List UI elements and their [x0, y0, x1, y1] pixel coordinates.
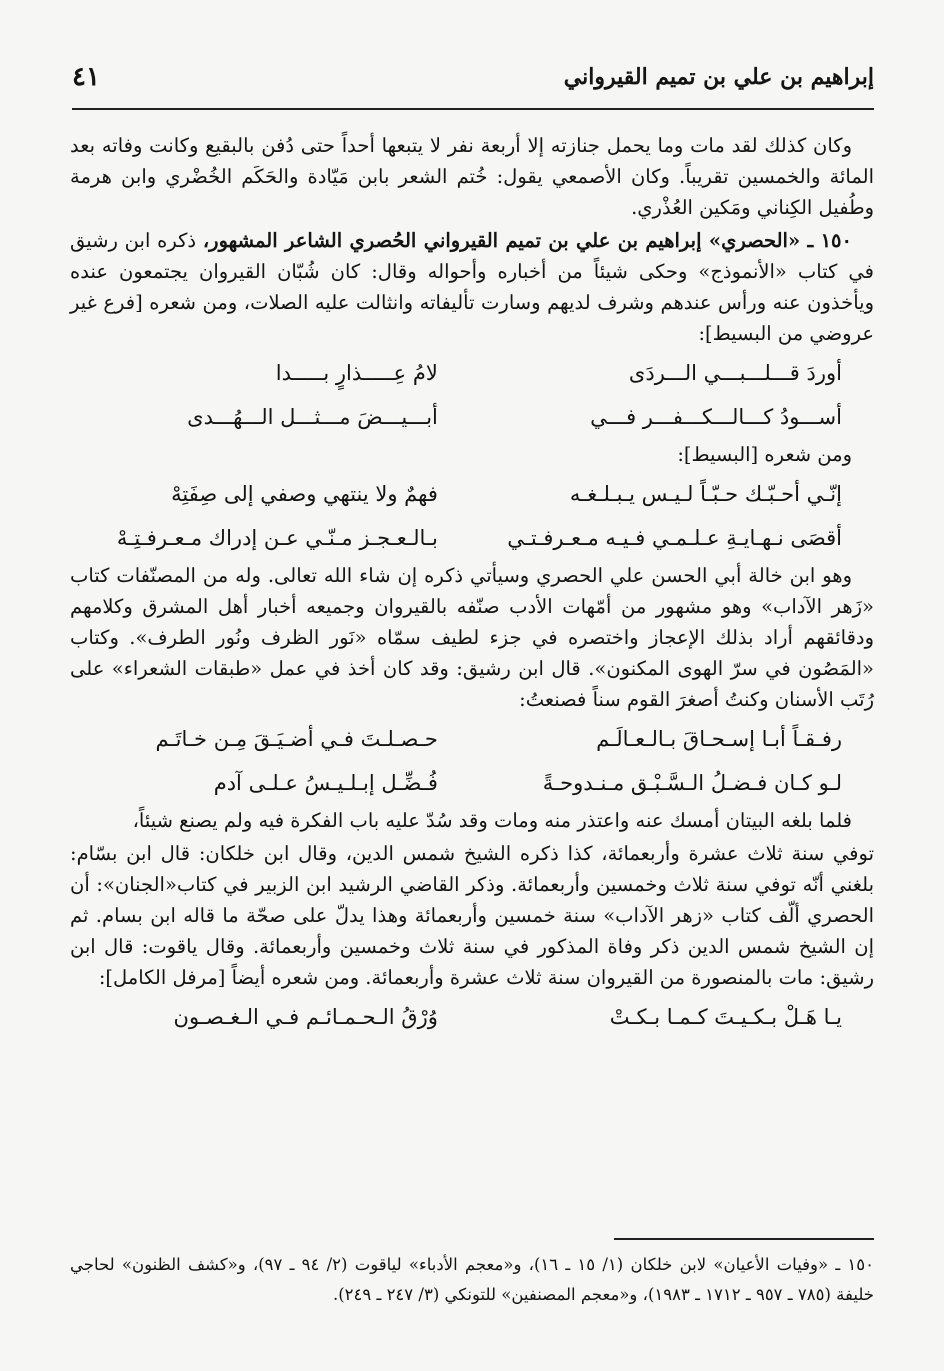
verse-first-hemistich: رفـقـاً أبـا إسـحـاقَ بـالـعـالَـم: [596, 727, 842, 751]
verse-first-hemistich: أقصَى نـهـايـةِ عـلـمـي فـيـه مـعـرفـتـي: [507, 526, 842, 550]
running-head: إبراهيم بن علي بن تميم القيرواني: [563, 64, 874, 90]
entry-text: ذكره ابن رشيق في كتاب «الأنموذج» وحكى شيئاً من أخباره وأحواله وقال: كان شُبّان القيروان يجتمعون عنده ويأخذون عنه ورأس عندهم وشرف لديهم وسارت تأليفاته وانثالت عليه الصلات، ومن شعره [فرع غير عروضي من البسيط]:: [70, 229, 874, 345]
verse-line: [70, 995, 874, 1039]
entry-paragraph: [70, 225, 874, 349]
header-rule: [72, 108, 874, 110]
page-number: ٤١: [72, 62, 100, 92]
verse-line: [70, 351, 874, 395]
paragraph: فلما بلغه البيتان أمسك عنه واعتذر منه ومات وقد سُدّ عليه باب الفكرة فيه ولم يصنع شيئاً،: [132, 809, 852, 832]
paragraph: وهو ابن خالة أبي الحسن علي الحصري وسيأتي ذكره إن شاء الله تعالى. وله من المصنّفات كتاب «زَهر الآداب» وهو مشهور من أمّهات الأدب صنّفه بالقيروان وجميعه أخبار أهل المشرق وكلامهم ودقائقهم أراد بذلك الإعجاز واختصره في جزء لطيف سمّاه «نَور الظرف ونُور الطرف». وكتاب «المَصُون في سرّ الهوى المكنون». قال ابن رشيق: وقد كان أخذ في عمل «طبقات الشعراء» على رُتَب الأسنان وكنتُ أصغرَ القوم سناً فصنعتُ:: [70, 564, 874, 711]
page-body: [70, 130, 874, 1039]
verse-first-hemistich: يـا هَـلْ بـكـيـتَ كـمـا بـكـتْ: [609, 1005, 842, 1029]
verse-line: [70, 761, 874, 805]
verse-second-hemistich: بـالـعـجـز مـنّـي عـن إدراك مـعـرفـتِـهْ: [116, 526, 438, 550]
paragraph: وكان كذلك لقد مات وما يحمل جنازته إلا أربعة نفر لا يتبعها أحداً حتى دُفن بالبقيع وكانت وفاته بعد المائة والخمسين تقريباً. وكان الأصمعي يقول: خُتم الشعر بابن مَيّادة والحَكَم الخُضْري وابن هرمة وطُفيل الكِناني ومَكين العُذْري.: [70, 134, 874, 219]
verse-second-hemistich: فهمٌ ولا ينتهي وصفي إلى صِفَتِهْ: [171, 482, 438, 506]
verse-line: [70, 472, 874, 516]
paragraph: توفي سنة ثلاث عشرة وأربعمائة، كذا ذكره الشيخ شمس الدين، وقال ابن خلكان: قال ابن بسّام: بلغني أنّه توفي سنة ثلاث وخمسين وأربعمائة. وذكر القاضي الرشيد ابن الزبير في كتاب«الجنان»: أن الحصري ألّف كتاب «زهر الآداب» سنة خمسين وأربعمائة وهذا يدلّ على صحّة ما قاله ابن بسام. ثم إن الشيخ شمس الدين ذكر وفاة المذكور في سنة ثلاث وخمسين وأربعمائة. وقال ياقوت: قال ابن رشيق: مات بالمنصورة من القيروان سنة ثلاث عشرة وأربعمائة. ومن شعره أيضاً [مرفل الكامل]:: [70, 842, 874, 989]
verse-first-hemistich: أســـودُ كـــالـــكـــفـــر فـــي: [590, 405, 842, 429]
footnote-rule: [614, 1238, 874, 1240]
entry-heading: ١٥٠ ـ «الحصري» إبراهيم بن علي بن تميم القيرواني الحُصري الشاعر المشهور،: [202, 229, 852, 252]
verse-second-hemistich: فُـضِّـل إبـلـيـسُ عـلـى آدم: [213, 771, 438, 795]
verse-line: [70, 717, 874, 761]
verse-second-hemistich: لامُ عِـــــذارٍ بـــــدا: [275, 361, 438, 385]
verse-first-hemistich: لـو كـان فـضـلُ الـسَّـبْـق مـنـدوحـةً: [542, 771, 842, 795]
verse-first-hemistich: أوردَ قـــلـــبـــي الـــردَى: [628, 361, 842, 385]
verse-second-hemistich: وُرْقُ الـحـمـائـم فـي الـغـصـون: [173, 1005, 438, 1029]
paragraph: ومن شعره [البسيط]:: [677, 443, 852, 466]
footnote: ١٥٠ ـ «وفيات الأعيان» لابن خلكان (١/ ١٥ ـ ١٦)، و«معجم الأدباء» لياقوت (٢/ ٩٤ ـ ٩٧)، و«كشف الظنون» لحاجي خليفة (٧٨٥ ـ ٩٥٧ ـ ١٧١٢ ـ ١٩٨٣)، و«معجم المصنفين» للتونكي (٣/ ٢٤٧ ـ ٢٤٩).: [70, 1255, 874, 1304]
verse-second-hemistich: حـصـلـتَ فـي أضـيَـقَ مِـن خـاتَـم: [155, 727, 438, 751]
verse-second-hemistich: أبـــيـــضَ مـــثـــل الـــهُـــدى: [187, 405, 438, 429]
page-header: [72, 60, 874, 100]
verse-first-hemistich: إنّـي أحـبّـك حـبّـاً لـيـس يـبـلـغـه: [569, 482, 842, 506]
verse-line: [70, 516, 874, 560]
verse-line: [70, 395, 874, 439]
